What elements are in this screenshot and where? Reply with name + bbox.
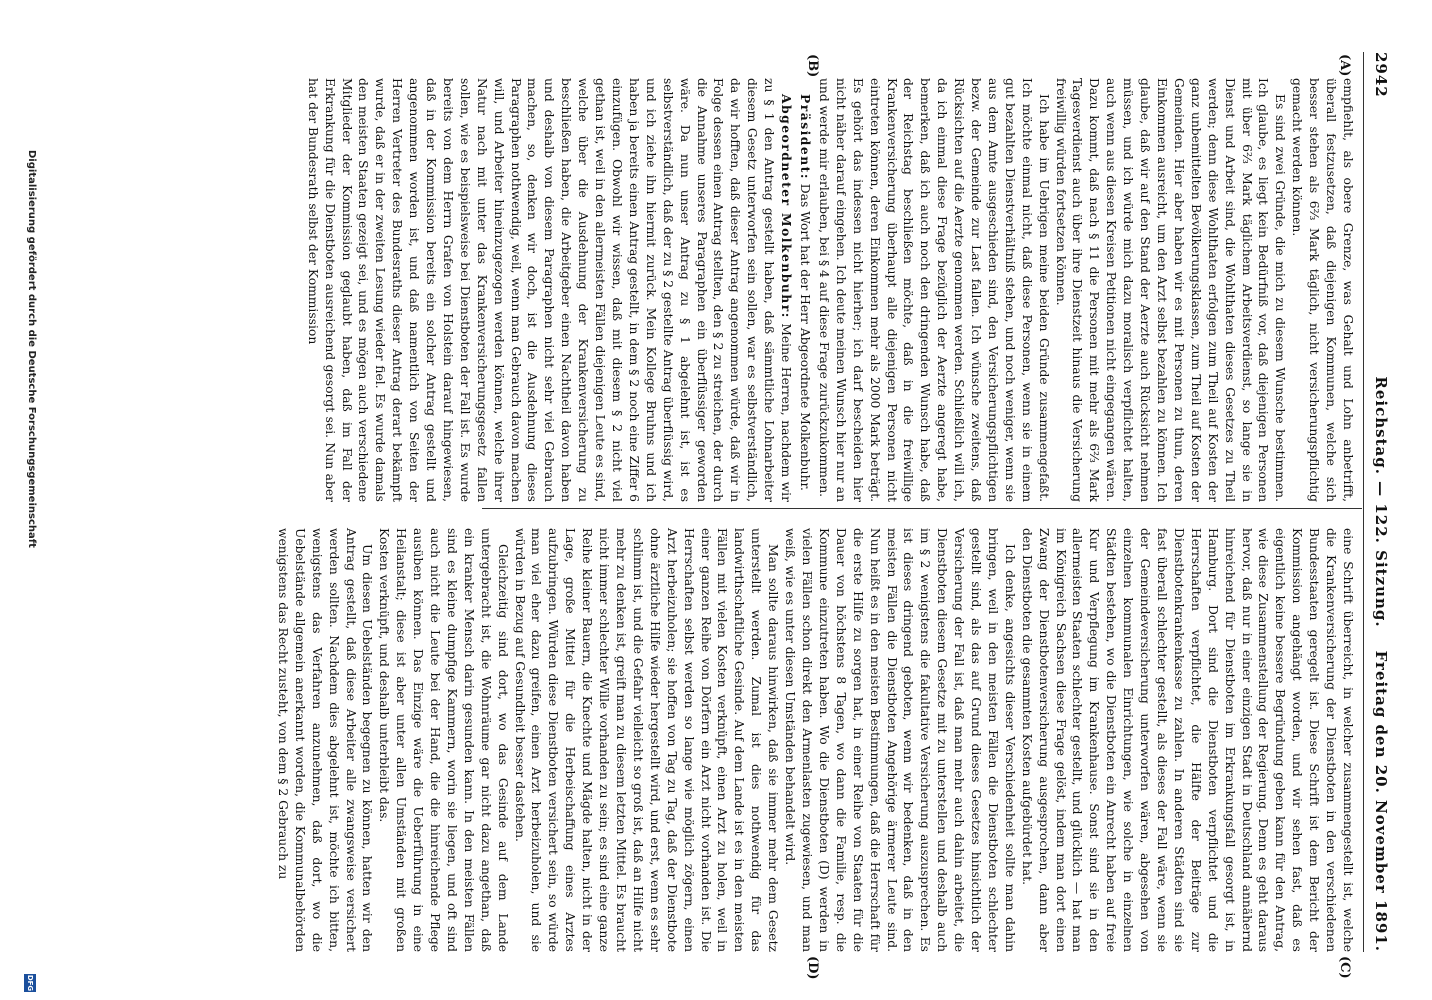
right-paragraph-1: eine Schrift überreicht, in welcher zusammengestellt ist, welche die Krankenversicherung der Dienstboten in den verschiedenen Bundesstaaten geregelt ist. Diese Schrift ist dem Bericht der Kommission angehängt worden, und wir sehen fast, daß es eigentlich keine bessere Begründung geben kann für den Antrag, wie diese Zusammenstellung der Regierung. Denn es geht daraus hervor, daß nur in einer einzigen Stadt in Deutschland annähernd hinreichend für Dienstboten im Erkrankungsfall gesorgt ist, in Hamburg. Dort sind die Dienstboten verpflichtet und die Herrschaften verpflichtet, die Hälfte der Beiträge zur Dienstbotenkrankenkasse zu zahlen. In anderen Städten sind sie fast überall schlechter gestellt, als dieses der Fall wäre, wenn sie der Gemeindeversicherung unterworfen wären, abgesehen von einzelnen kommunalen Einrichtungen, wie solche in einzelnen Städten bestehen, wo die Dienstboten ein Anrecht haben auf freie Kur und Verpflegung im Krankenhause. Sonst sind sie in den allermeisten Staaten schlechter gestellt, und glücklich — hat man im Königreich Sachsen diese Frage gelöst, indem man dort einen Zwang der Dienstbotenversicherung ausgesprochen, dann aber den Dienstboten die gesammten Kosten aufgebürdet hat. <box>1019 528 1355 952</box>
page-number: 2942 <box>1372 52 1390 98</box>
dfg-logo: DFG <box>26 974 34 992</box>
president-text: Das Wort hat der Herr Abgeordnete Molkenbuhr. <box>798 183 812 491</box>
speaker-label-molkenbuhr: Abgeordneter Molkenbuhr: <box>779 94 795 319</box>
right-column <box>275 528 1356 952</box>
speaker-paragraph-molkenbuhr <box>304 78 794 502</box>
right-paragraph-4: Gleichzeitig sind dort, wo das Gesinde auf dem Lande untergebracht ist, die Wohnräume gar nicht dazu angethan, daß ein kranker Mensch darin gesunden kann. In den meisten Fällen sind es kleine dumpfige Kammern, worin sie liegen, und oft sind auch nicht die Leute bei der Hand, die die hinreichende Pflege ausüben können. Das Einzige wäre die Ueberführung in eine Heilanstalt; diese ist aber unter allen Umständen mit großen Kosten verknüpft, und deshalb unterbleibt das. <box>377 528 510 952</box>
margin-marker-b: (B) <box>805 54 820 78</box>
speaker-paragraph-president <box>796 78 813 502</box>
digitization-credit: Digitalisierung gefördert durch die Deutsche Forschungsgemeinschaft <box>26 150 37 548</box>
margin-marker-c: (C) <box>1337 956 1352 979</box>
right-paragraph-5: Um diesen Uebelständen begegnen zu können, hatten wir den Antrag gestellt, daß diese Arbeiter alle zwangsweise versichert werden sollten. Nachdem dies abgelehnt ist, möchte ich bitten, wenigstens das Verfahren anzunehmen, daß dort, wo die Uebelstände allgemein anerkannt worden, die Kommunalbehörden wenigstens das Recht zusteht, von dem § 2 Gebrauch zu <box>275 528 375 952</box>
page-header <box>1366 52 1390 952</box>
margin-marker-d: (D) <box>805 956 820 980</box>
speaker-label-president: Präsident: <box>798 94 813 180</box>
left-paragraph-3: Ich habe im Uebrigen meine beiden Gründe zusammengefaßt. Ich möchte einmal nicht, daß diese Personen, wenn sie in einem gut bezahlten Dienstverhältniß stehen, und noch weniger, wenn sie aus dem Amte ausgeschieden sind, den Versicherungspflichtigen bezw. der Gemeinde zur Last fallen. Ich wünsche zweitens, daß Rücksichten auf die Aerzte genommen werden. Schließlich will ich, da ich einmal diese Frage bezüglich der Aerzte angeregt habe, bemerken, daß ich auch noch den dringenden Wunsch habe, daß der Reichstag beschließen möchte, daß in die freiwillige Krankenversicherung überhaupt alle diejenigen Personen nicht eintreten können, deren Einkommen mehr als 2000 Mark beträgt. Es gehört das indessen nicht hierher; ich darf bescheiden hier nicht näher darauf eingehen. Ich deute meinen Wunsch hier nur an und werde mir erlauben, bei § 4 auf diese Frage zurückzukommen. <box>816 78 1051 502</box>
right-paragraph-3: Man sollte daraus hinwirken, daß sie immer mehr dem Gesetz unterstellt werden. Zumal ist dies nothwendig für das landwirthschaftliche Gesinde. Auf dem Lande ist es in den meisten Fällen mit vielen Kosten verknüpft, einen Arzt zu holen, weil in einer ganzen Reihe von Dörfern ein Arzt nicht vorhanden ist. Die Herrschaften selbst werden so lange wie möglich zögern, einen Arzt herbeizuholen; sie hoffen von Tag zu Tag, daß der Dienstbote ohne ärztliche Hilfe wieder hergestellt wird, und erst, wenn es sehr schlimm ist, und die Gefahr vielleicht so groß ist, daß an Hilfe nicht mehr zu denken ist, greift man zu diesem letzten Mittel. Es braucht nicht immer schlechter Wille vorhanden zu sein; es sind eine ganze Reihe kleiner Bauern, die Knechte und Mägde halten, nicht in der Lage, große Mittel für die Herbeischaffung eines Arztes aufzubringen. Würden diese Dienstboten versichert sein, so würde man viel eher dazu greifen, einen Arzt herbeizuholen, und sie würden in Bezug auf Gesundheit besser dastehen. <box>512 528 781 952</box>
left-paragraph-2: Es sind zwei Gründe, die mich zu diesem Wunsche bestimmen. Ich glaube, es liegt kein Bedürfniß vor, daß diejenigen Personen mit über 6⅔ Mark täglichem Arbeitsverdienst, so lange sie in Dienst und Arbeit sind, die Wohlthaten dieses Gesetzes zu Theil werden; denn diese Wohlthaten erfolgen zum Theil auf Kosten der ganz unbemittelten Bevölkerungsklassen, zum Theil auf Kosten der Gemeinden. Hier aber haben wir es mit Personen zu thun, deren Einkommen ausreicht, um den Arzt selbst bezahlen zu können. Ich glaube, daß wir auf den Stand der Aerzte auch Rücksicht nehmen müssen, und ich würde mich dazu moralisch verpflichtet halten, auch wenn aus diesen Kreisen Petitionen nicht eingegangen wären. Dazu kommt, daß nach § 11 die Personen mit mehr als 6⅔ Mark Tagesverdienst auch über ihre Dienstzeit hinaus die Versicherung freiwillig würden fortsetzen können. <box>1053 78 1288 502</box>
left-paragraph-1: empfiehlt, als obere Grenze, was Gehalt und Lohn anbetrifft, überall festzusetzen, daß diejenigen Kommunen, welche sich besser stehen als 6⅔ Mark täglich, nicht versicherungspflichtig gemacht werden können. <box>1290 78 1355 502</box>
right-paragraph-2: Ich denke, angesichts dieser Verschiedenheit sollte man dahin bringen, weil in den meisten Fällen die Dienstboten schlechter gestellt sind, als das auf Grund dieses Gesetzes hinsichtlich der Versicherung der Fall ist, daß man mehr auch dahin arbeitet, die Dienstboten diesem Gesetze mit zu unterstellen und deshalb auch im § 2 wenigstens die fakultative Versicherung auszusprechen. Es ist dieses dringend geboten, wenn wir bedenken, daß in den meisten Fällen die Dienstboten Angehörige ärmerer Leute sind. Nun heißt es in den meisten Bestimmungen, daß die Herrschaft für die erste Hilfe zu sorgen hat, in einer Reihe von Staaten für die Dauer von höchstens 8 Tagen, wo dann die Familie, resp. die Kommune einzutreten haben. Wo die Dienstboten (D) werden in vielen Fällen schon direkt den Armenlasten zugewiesen, und man weiß, wie es unter diesen Umständen behandelt wird. <box>783 528 1017 952</box>
header-date: Freitag den 20. November 1891. <box>1372 650 1390 952</box>
molkenbuhr-text: Meine Herren, nachdem wir zu § 1 den Antrag gestellt haben, daß sämmtliche Lohnarbeiter diesem Gesetz unterworfen sein sollen, war es selbstverständlich, da wir hofften, daß dieser Antrag angenommen würde, daß wir in Folge dessen einen Antrag stellten, den § 2 zu streichen, der durch die Annahme unseres Paragraphen ein überflüssiger geworden wäre. Da nun unser Antrag zu § 1 abgelehnt ist, ist es selbstverständlich, daß der zu § 2 gestellte Antrag überflüssig wird, und ich ziehe ihn hiermit zurück. Mein Kollege Bruhns und ich haben ja bereits einen Antrag gestellt, in dem § 2 noch eine Ziffer 6 einzufügen. Obwohl wir wissen, daß mit diesem § 2 nicht viel gethan ist, weil in den allermeisten Fällen diejenigen Leute es sind, welche über die Ausdehnung der Krankenversicherung zu beschließen haben, die Arbeitgeber einen Nachtheil davon haben und deshalb von diesem Paragraphen nicht sehr viel Gebrauch machen, so, denken wir doch, ist die Ausdehnung dieses Paragraphen nothwendig, weil, wenn man Gebrauch davon machen will, und Arbeiter hineinzugezogen werden können, welche ihrer Natur nach mit unter das Krankenversicherungsgesetz fallen sollen, wie es beispielsweise bei Dienstboten der Fall ist. Es wurde bereits von dem Herrn Grafen von Holstein darauf hingewiesen, daß in der Kommission bereits ein solcher Antrag gestellt und angenommen worden ist, und daß namentlich von Seiten der Herren Vertreter des Bundesraths dieser Antrag derart bekämpft wurde, daß er in der zweiten Lesung wieder fiel. Es wurde damals den meisten Staaten gezeigt sei, und es mögen auch verschiedene Mitglieder der Kommission geglaubt haben, daß im Fall der Erkrankung für die Dienstboten ausreichend gesorgt sei. Nun aber hat der Bundesrath selbst der Kommission <box>305 78 794 502</box>
header-title: Reichstag. — 122. Sitzung. <box>1372 376 1390 628</box>
column-divider <box>482 508 1362 509</box>
margin-marker-a: (A) <box>1337 54 1352 77</box>
header-rule <box>1363 52 1364 952</box>
left-column <box>305 78 1356 502</box>
